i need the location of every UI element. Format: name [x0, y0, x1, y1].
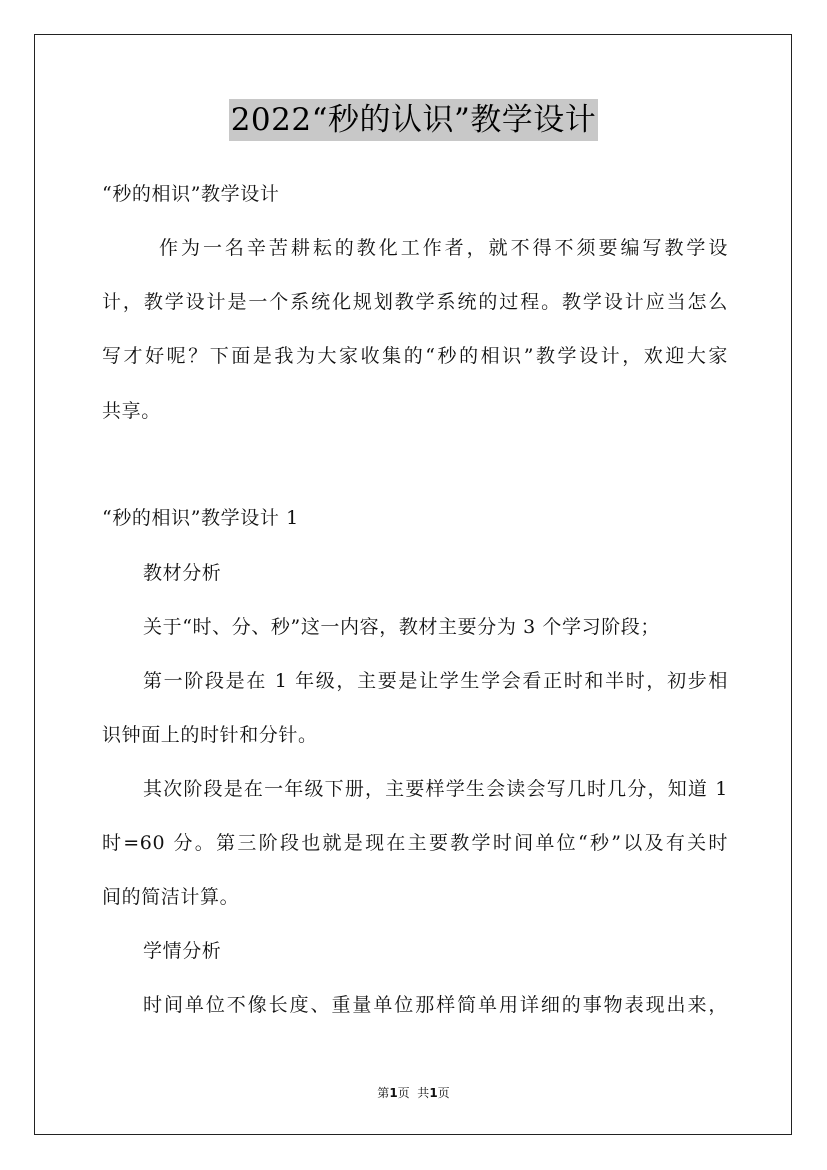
body-line-5: 时=60 分。第三阶段也就是现在主要教学时间单位“秒”以及有关时	[102, 832, 728, 854]
section-heading: “秒的相识”教学设计 1	[102, 507, 299, 529]
intro-line-1: 作为一名辛苦耕耘的教化工作者，就不得不须要编写教学设	[159, 237, 728, 259]
body-heading-students: 学情分析	[143, 940, 222, 962]
page-footer	[0, 1084, 827, 1101]
document-subtitle: “秒的相识”教学设计	[102, 183, 280, 205]
footer-total-number: 1	[429, 1086, 438, 1100]
intro-line-2: 计，教学设计是一个系统化规划教学系统的过程。教学设计应当怎么	[102, 291, 728, 313]
body-line-3: 识钟面上的时针和分针。	[102, 724, 318, 746]
body-line-1: 关于“时、分、秒”这一内容，教材主要分为 3 个学习阶段；	[143, 616, 660, 638]
body-line-6: 间的简洁计算。	[102, 886, 240, 908]
body-heading-materials: 教材分析	[143, 562, 222, 584]
body-line-8: 时间单位不像长度、重量单位那样简单用详细的事物表现出来，	[143, 994, 728, 1016]
document-title: 2022“秒的认识”教学设计	[229, 99, 599, 141]
title-container	[0, 99, 827, 141]
body-line-4: 其次阶段是在一年级下册，主要样学生会读会写几时几分，知道 1	[143, 778, 728, 800]
footer-page-number: 1	[389, 1086, 398, 1100]
footer-page-suffix: 页 共	[397, 1086, 430, 1100]
intro-line-3: 写才好呢？下面是我为大家收集的“秒的相识”教学设计，欢迎大家	[102, 345, 728, 367]
footer-total-suffix: 页	[437, 1086, 450, 1100]
intro-line-4: 共享。	[102, 400, 161, 422]
body-line-2: 第一阶段是在 1 年级，主要是让学生学会看正时和半时，初步相	[143, 670, 728, 692]
footer-page-prefix: 第	[377, 1086, 390, 1100]
